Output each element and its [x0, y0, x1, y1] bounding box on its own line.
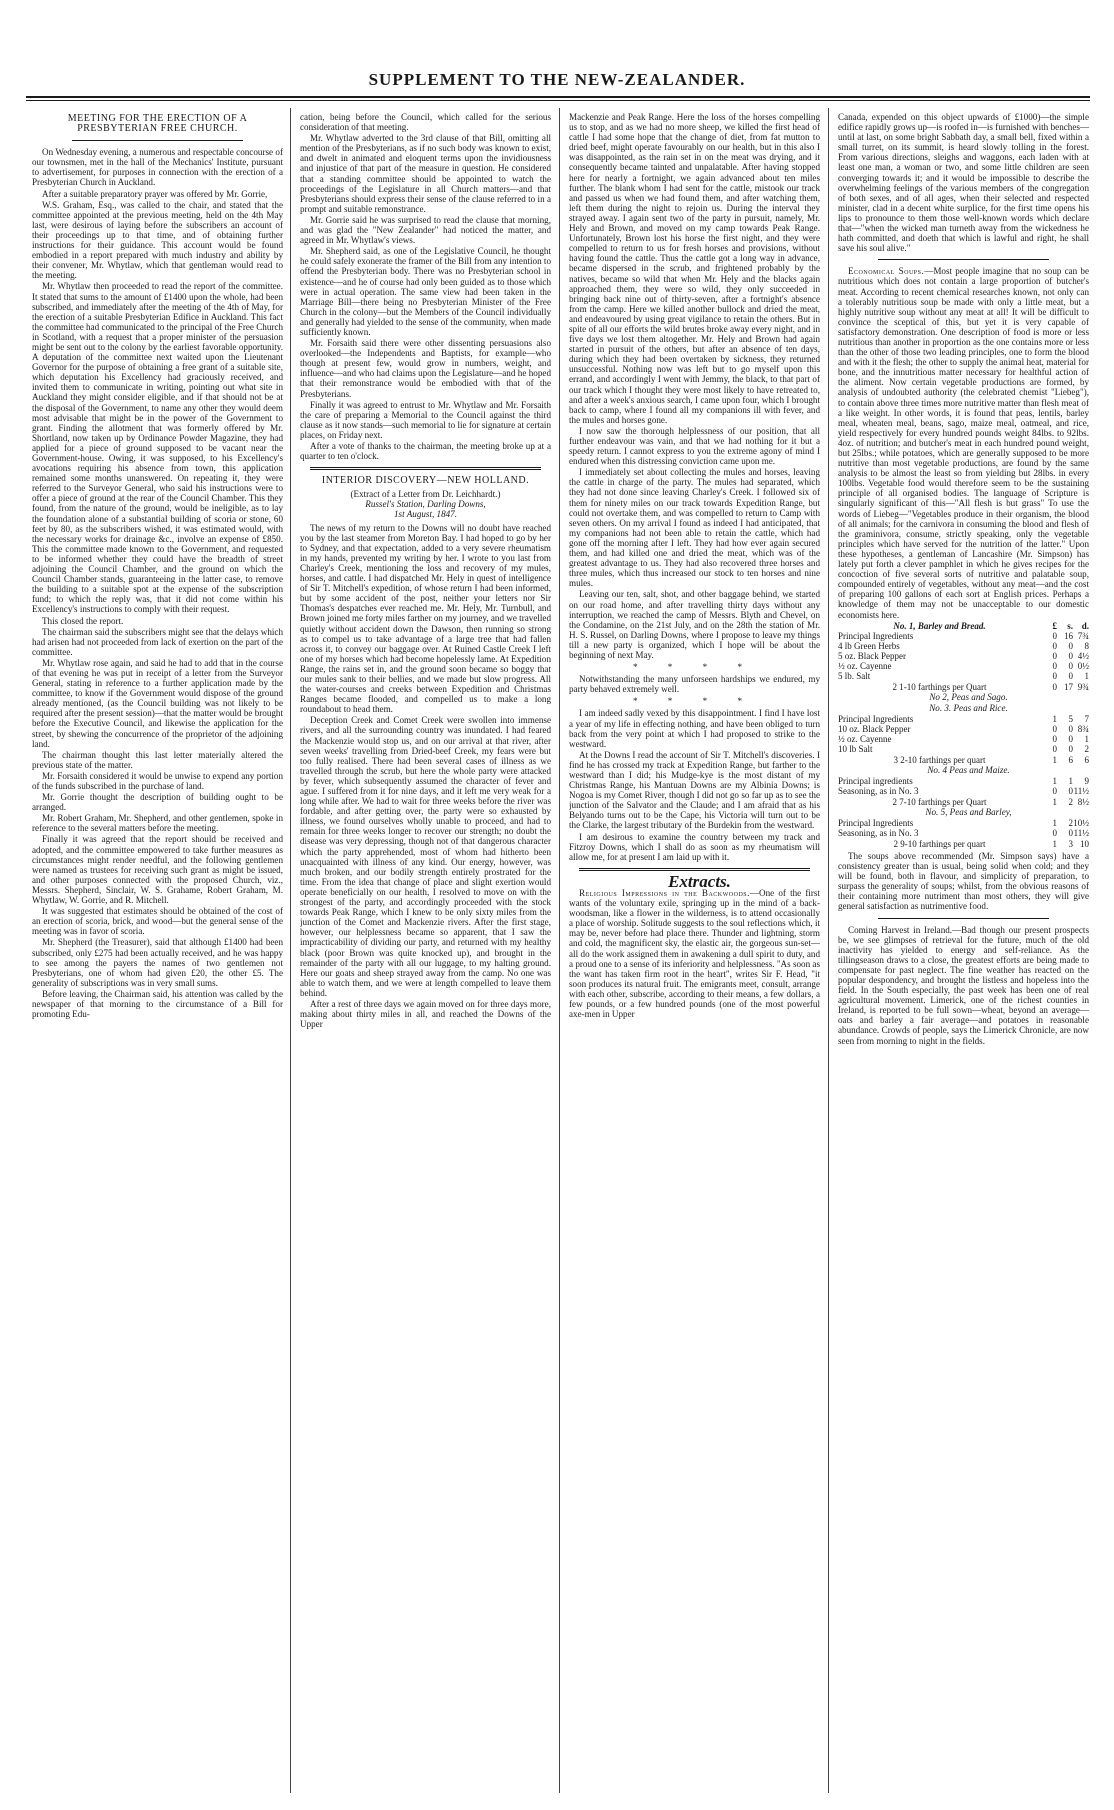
paragraph: Finally it was agreed that the report should be received and adopted, and the committee empowered to take further measures as circumstances might render needful, and the following gentlemen were named as trustees for receiving such grant as might be issued, and other purposes connected with the proposed Church, viz., Messrs. Shepherd, Sinclair, W. S. Grahame, Robert Graham, M. Whytlaw, W. Gorrie, and R. Mitchell.: [32, 834, 283, 906]
article-place: Russel's Station, Darling Downs,: [365, 499, 486, 510]
paragraph: After a rest of three days we again moved on for three days more, making about thirty miles in all, and reached the Downs of the Upper: [300, 998, 551, 1030]
paragraph: Deception Creek and Comet Creek were swollen into immense rivers, and all the surrounding country was inundated. I had feared the Mackenzie would stop us, and on our arrival at that river, after seven weeks' travelling from Dried-beef Creek, my fears were but too fully realised. There had been several cases of illness as we travelled through the scrub, but here the whole party were attacked by fever, which subsequently assumed the character of fever and ague. I suffered from it for nine days, and it left me very weak for a long while after. We had to wait for three weeks before the river was fordable, and after getting over, the party were so exhausted by illness, we found ourselves wholly unable to proceed, and had to remain for three weeks longer to recover our strength; no doubt the disease was very depressing, though not of that dangerous character which the party apprehended, most of whom had hitherto been unacquainted with illness of any kind. Our energy, however, was much broken, and our bodily strength entirely prostrated for the time. From the idea that change of place and slight exertion would operate beneficially on our health, I resolved to move on with the strongest of the party, and accordingly proceeded with the stock towards Peak Range, which I knew to be only sixty miles from the junction of the Comet and Mackenzie rivers. After the first stage, however, our helplessness became so apparent, that I saw the impracticability of dividing our party, and returned with my healthy black (poor Brown was quite knocked up), and brought in the remainder of the party with all our luggage, to my halting ground. Here our goats and sheep strayed away from the camp. No one was able to watch them, and we were at length compelled to leave them behind.: [300, 715, 551, 998]
table-row: Principal ingredients 1 1 9: [838, 775, 1089, 786]
column-4: [838, 112, 1089, 1792]
article-headline-meeting: MEETING FOR THE ERECTION OF A PRESBYTERIAN FREE CHURCH.: [67, 113, 248, 135]
column-divider-1: [290, 108, 291, 1793]
paragraph: The soups above recommended (Mr. Simpson says) have a consistency greater than is usual, being solid when cold; and they will be found, both in flavour, and simplicity of preparation, to surpass the generality of soups; whilst, from the obvious reasons of their containing more nutriment than most others, they will give general satisfaction as nutrimentive food.: [838, 850, 1089, 912]
table-row: Seasoning, as in No. 3 0 0 11½: [838, 785, 1089, 796]
recipe-title: No. 1, Barley and Bread.: [893, 620, 986, 631]
paragraph: This closed the report.: [42, 615, 124, 626]
paragraph: Mr. Gorrie said he was surprised to read the clause that morning, and was glad the "New Zealander" had noticed the matter, and agreed in Mr. Whytlaw's views.: [300, 214, 551, 246]
masthead-rule-thin: [26, 100, 1090, 101]
paragraph: Mackenzie and Peak Range. Here the loss of the horses compelling us to stop, and as we had no more sheep, we killed the first head of cattle I had some hope that the change of diet, from fat mutton to dried beef, might operate favourably on our health, but in this also I was disappointed, as the rain set in on the meat was drying, and it consequently became tainted and unpalatable. After having stopped here for nearly a fortnight, we again advanced about ten miles further. The blank whom I had sent for the cattle, mistook our track and passed us when we had found them, and after watching them, left them during the night to rejoin us. During the interval they strayed away. I again sent two of the party in pursuit, namely, Mr. Hely and Brown, and moved on my camp towards Peak Range. Unfortunately, Brown lost his horse the first night, and they were compelled to return to us for fresh horses and provisions, without having found the cattle. Thus the cattle got a long way in advance, became dispersed in the scrub, and frightened probably by the natives, became so wild that when Mr. Hely and the blacks again approached them, they were so wild, they only succeeded in bringing back nine out of thirty-seven, after a fortnight's absence from the camp. Here we killed another bullock and dried the meat, and endeavoured by using great vigilance to retain the others. But in spite of all our efforts the wild brutes broke away every night, and in five days we lost them altogether. Mr. Hely and Brown had again started in pursuit of the others, but after an absence of ten days, during which they had been overtaken by sickness, they returned unsuccessful. Nothing now was left but to go myself upon this errand, and accordingly I went with Jemmy, the black, to that part of our track which I thought they were most likely to have retreated to, and after a week's anxious search, I came upon four, which I brought back to camp, where I found all my companions ill with fever, and the mules and horses gone.: [569, 112, 820, 425]
paragraph: Mr. Forsaith said there were other dissenting persuasions also overlooked—the Independents and Baptists, for example—who though at present few, would grow in numbers, weight, and influence—and who had claims upon the Legislature—and he hoped that their remonstrance would be embodied with that of the Presbyterians.: [300, 338, 551, 399]
currency-pence: d.: [1081, 620, 1089, 631]
section-stars: * * * *: [632, 662, 756, 673]
masthead-title: SUPPLEMENT TO THE NEW-ZEALANDER.: [368, 70, 746, 89]
recipe-title: No. 3. Peas and Rice.: [929, 702, 1008, 713]
paragraph: The news of my return to the Downs will no doubt have reached you by the last steamer from Moreton Bay. I had hoped to go by her to Sydney, and that expectation, added to a very severe rheumatism in my hands, prevented my writing by her. I wrote to you last from Charley's Creek, mentioning the loss and recovery of my mules, horses, and cattle. I had dispatched Mr. Hely in quest of intelligence of Sir T. Mitchell's expedition, of whose return I had been informed, but by some accident of the post, neither your letters nor Sir Thomas's despatches ever reached me. Mr. Hely, Mr. Turnbull, and Brown joined me forty miles farther on my journey, and we travelled quietly without accident down the Dawson, then running so strong as to compel us to take advantage of a large tree that had fallen across it, to convey our baggage over. At Ruined Castle Creek I left one of my horses which had become hopelessly lame. At Expedition Range, the rains set in, and the ground soon became so boggy that our mules sank to their bellies, and we made but slow progress. All the water-courses and creeks between Expedition and Christmas Ranges became flooded, and compelled us to make a long roundabout to head them.: [300, 522, 551, 715]
paragraph: Canada, expended on this object upwards of £1000)—the simple edifice rapidly grows up—is roofed in—is furnished with benches—until at last, on some bright Sabbath day, a small bell, fixed within a small turret, on its summit, is heard slowly tolling in the forest. From various directions, sleighs and waggons, each laden with at least one man, a woman or two, and some little children are seen converging towards it; and it would be impossible to describe the overwhelming feelings of the various members of the congregation of both sexes, and of all ages, when their selected and respected minister, clad in a decent white surplice, for the first time opens his lips to pronounce to them those well-known words which declare that—"when the wicked man turneth away from the wickedness he hath committed, and doeth that which is lawful and right, he shall save his soul alive.": [838, 112, 1089, 254]
column-2: [300, 112, 551, 1792]
column-divider-2: [559, 108, 560, 1793]
table-row: 10 lb Salt 0 0 2: [838, 743, 1089, 754]
currency-pounds: £: [1052, 620, 1057, 631]
paragraph: The chairman said the subscribers might see that the delays which had arisen had not proceeded from lack of exertion on the part of the committee.: [32, 626, 283, 657]
paragraph: Mr. Forsaith considered it would be unwise to expend any portion of the funds subscribed in the purchase of land.: [32, 770, 283, 791]
table-total-row: 2 1-10 farthings per Quart 0 17 9¾: [892, 681, 1089, 692]
article-subheading: (Extract of a Letter from Dr. Leichhardt.): [350, 489, 501, 500]
paragraph: I am desirous to examine the country between my track and Fitzroy Downs, which I shall do as soon as my rheumatism will allow me, for at present I am laid up with it.: [569, 831, 820, 862]
article-divider: [310, 467, 541, 470]
paragraph: Notwithstanding the many unforseen hardships we endured, my party behaved extremely well.: [569, 674, 820, 695]
paragraph: [838, 266, 1089, 619]
table-row: Principal Ingredients 0 16 7¾: [838, 630, 1089, 641]
paragraph: I am indeed sadly vexed by this disappointment. I find I have lost a year of my life in effecting nothing, and have been obliged to turn back from the very point at which I had proposed to strike to the westward.: [569, 708, 820, 749]
paragraph: On Wednesday evening, a numerous and respectable concourse of our townsmen, met in the hall of the Mechanics' Institute, pursuant to advertisement, for purposes in connection with the erection of a Presbyterian Church in Auckland.: [32, 147, 283, 188]
paragraph: At the Downs I read the account of Sir T. Mitchell's discoveries. I find he has crossed my track at Expedition Range, but farther to the westward than I did; his Mudge-kye is the most distant of my Christmas Range, his Mantuan Downs are my Albinia Downs; is Nogoa is my Comet River, though I did not go so far up as to see the junction of the Salvator and the Claude; and I am afraid that as his Belyando turns out to be the Cape, his Victoria will turn out to be the Clarke, the largest tributary of the Burdekin from the westward.: [569, 749, 820, 831]
headline-rule: [72, 140, 243, 141]
recipe-title: No. 4 Peas and Maize.: [927, 764, 1010, 775]
article-divider: [878, 918, 1049, 919]
article-headline-interior-discovery: INTERIOR DISCOVERY—NEW HOLLAND.: [321, 475, 530, 487]
table-row: 4 lb Green Herbs 0 0 8: [838, 640, 1089, 651]
paragraph: Mr. Shepherd said, as one of the Legislative Council, he thought he could safely exonerate the framer of the Bill from any intention to offend the Presbyterian body. There was no Presbyterian school in existence—and he of course had only been guided as to those which were in actual operation. The same view had been taken in the Marriage Bill—there being no Presbyterian Minister of the Free Church in the colony—but the Members of the Council individually and generally had yielded to the sense of the community, when made sufficiently known.: [300, 246, 551, 337]
paragraph: Mr. Shepherd (the Treasurer), said that although £1400 had been subscribed, only £275 had been actually received, and he was happy to see among the payers the names of two gentlemen not Presbyterians, one of whom had given £20, the other £5. The generality of subscriptions was in very small sums.: [32, 937, 283, 988]
column-1: [32, 112, 283, 1792]
recipe-table-1: [838, 621, 1089, 692]
table-row: 5 lb. Salt 0 0 1: [838, 670, 1089, 681]
recipe-table-4: [838, 776, 1089, 807]
paragraph: W.S. Graham, Esq., was called to the chair, and stated that the committee appointed at the previous meeting, held on the 4th May last, were desirous of laying before the subscribers an account of their proceedings up to that time, and of obtaining further instructions for their guidance. This account would be found embodied in a report prepared with much industry and ability by their convener, Mr. Whytlaw, which that gentleman would read to the meeting.: [32, 199, 283, 281]
recipe-title: No 2, Peas and Sago.: [929, 691, 1008, 702]
extract-label: Religious Impressions in the Backwoods.: [579, 887, 750, 898]
soups-text: —Most people imagine that no soup can be nutritious which does not contain a large proportion of butcher's meat. According to recent chemical researches known, not only can a tolerably nutritious soup be made with only a little meat, but a highly nutritive soup without any meat at all! It will be difficult to convince the sceptical of this, but yet it is very capable of satisfactory demonstration. One description of food is more or less nutritious than another in proportion as the one contains more or less than the other of those two leading principles, one to form the blood and with it the flesh; the other to supply the animal heat, material for bone, and the innutritious matter necessary for healthful action of the aliment. Now certain vegetable productions are formed, by analysis of undoubted authority (the celebrated chemist "Liebeg"), to contain above three times more nutritive matter than flesh meat of a like weight. In other words, it is found that peas, lentils, barley meal, wheaten meal, beans, sago, maize meal, oatmeal, and rice, yield respectively for every hundred pounds weight 84lbs. to 92lbs. 4oz. of nutrition; and butcher's meat in each hundred pound weight, but 25lbs.; while potatoes, which are generally supposed to be more nutritive than most vegetable productions, are found by the same analysis to be almost the least so from yielding but 28lbs. in every 100lbs. Vegetable food would therefore seem to be the sustaining principle of all organised bodies. The language of Scripture is singularly significant of this—"All flesh is but grass" To use the words of Liebeg—"Vegetables produce in their organism, the blood of all animals; for the carnivora in consuming the blood and flesh of the graminivora, consume, strictly speaking, only the vegetable principles which have served for the nutrition of the latter." Upon these hypotheses, a gentleman of Lancashire (Mr. Simpson) has lately put forth a clever pamphlet in which he gives recipes for the concoction of five several sorts of nutritive and palatable soup, compounded entirely of vegetables, without any meat—and the cost of preparing 100 gallons of each sort at English prices. Perhaps a knowledge of them may not be unacceptable to our domestic economists here.: [838, 266, 1089, 620]
extract-text: —One of the first wants of the voluntary exile, springing up in the mind of a back-woodsman, like a flower in the wilderness, is to attend occasionally a place of worship. Solitude suggests to the soul reflections which, it may be, never before had place there. Thunder and lightning, storm and cold, the magnificent sky, the elastic air, the gorgeous sun-set—all do the work assigned them in awakening a dull spirit to duty, and a proud one to a sense of its inferiority and helplessness. "As soon as the want has taken firm root in the heart", writes Sir F. Head, "it soon produces its natural fruit. The emigrants meet, consult, arrange with each other, subscribe, according to their means, a few dollars, a few pounds, or a few hundred pounds (one of the most powerful axe-men in Upper: [569, 887, 820, 1020]
recipe-table-5: [838, 818, 1089, 849]
table-row: ½ oz. Cayenne 0 0 0½: [838, 660, 1089, 671]
paragraph: I now saw the thorough helplessness of our position, that all further endeavour was vain, and that we had nothing for it but a speedy return. I cannot express to you the extreme agony of mind I endured when this distressing conviction came upon me.: [569, 425, 820, 467]
paragraph: After a suitable preparatory prayer was offered by Mr. Gorrie,: [42, 188, 268, 199]
paragraph: Leaving our ten, salt, shot, and other baggage behind, we started on our road home, and after travelling thirty days without any interruption, we reached the camp of Messrs. Blyth and Chevel, on the Condamine, on the 21st July, and on the 28th the station of Mr. H. S. Russel, on Darling Downs, where I propose to leave my things till a new party is organized, which I hope will be about the beginning of next May.: [569, 589, 820, 660]
table-row: 5 oz. Black Pepper 0 0 4½: [838, 650, 1089, 661]
masthead-rule-thick: [26, 96, 1090, 98]
article-divider: [878, 259, 1049, 260]
recipe-table-3: [838, 714, 1089, 765]
table-total-row: 3 2-10 farthings per quart 1 6 6: [893, 754, 1089, 765]
paragraph: I immediately set about collecting the mules and horses, leaving the cattle in charge of the party. The mules had separated, which they had not done since leaving Charley's Creek. I followed six of them for ninety miles on our track towards Expedition Range, but could not overtake them, and was compelled to return to Camp with seven others. On my arrival I found as indeed I had anticipated, that my companions had not been able to retain the cattle, which had gone off the morning after I left. They had how ever again secured them, and had killed one and dried the meat, which was of the greatest advantage to us. They had also recovered three horses and three mules, which thus increased our stock to ten horses and nine mules.: [569, 467, 820, 589]
table-row: Seasoning, as in No. 3 0 0 11½: [838, 827, 1089, 838]
table-row: ½ oz. Cayenne 0 0 1: [838, 733, 1089, 744]
paragraph: Mr. Whytlaw rose again, and said he had to add that in the course of that evening he was put in receipt of a letter from the Surveyor General, stating in reference to a further application made by the committee, to know if the Government would dispose of the ground already mentioned, (as the Council building was not likely to be required after the present session)—that the matter would be brought before the Executive Council, and likewise the application for the street, by shewing the concurrence of the proprietor of the adjoining land.: [32, 657, 283, 749]
paragraph: Mr. Gorrie thought the description of building ought to be arranged.: [32, 792, 283, 813]
extracts-heading: Extracts.: [668, 871, 731, 891]
paragraph: cation, being before the Council, which called for the serious consideration of that meeting.: [300, 112, 551, 133]
paragraph: After a vote of thanks to the chairman, the meeting broke up at a quarter to ten o'clock.: [300, 441, 551, 462]
article-date: 1st August, 1847.: [394, 509, 457, 520]
table-row: 10 oz. Black Pepper 0 0 8¾: [838, 723, 1089, 734]
column-divider-3: [828, 108, 829, 1793]
paragraph: Before leaving, the Chairman said, his attention was called by the newspaper of that morning to the circumstance of a Bill for promoting Edu-: [32, 988, 283, 1020]
paragraph: Mr. Robert Graham, Mr. Shepherd, and other gentlemen, spoke in reference to the several matters before the meeting.: [32, 813, 283, 834]
paragraph: The chairman thought this last letter materially altered the previous state of the matter.: [32, 749, 283, 770]
soups-label: Economical Soups.: [848, 266, 925, 277]
table-total-row: 2 9-10 farthings per quart 1 3 10: [893, 838, 1089, 849]
column-3: [569, 112, 820, 1792]
paragraph: Coming Harvest in Ireland.—Bad though our present prospects be, we see glimpses of retrieval for the future, much of the old inactivity has yielded to energy and self-reliance. As the tillingseason draws to a close, the greatest efforts are being made to compensate for past neglect. The fine weather has reacted on the popular despondency, and brought the listless and hopeless into the field. In the South especially, the past week has been one of real agricultural movement. Limerick, one of the richest counties in Ireland, is reported to be full sown—wheat, beyond an average—oats and barley a fair average—and potatoes in reasonable abundance. Crowds of people, says the Limerick Chronicle, are now seen from morning to night in the fields.: [838, 924, 1089, 1046]
section-stars: * * * *: [632, 696, 756, 707]
currency-shillings: s.: [1067, 620, 1073, 631]
paragraph: [569, 888, 820, 1019]
paragraph: Finally it was agreed to entrust to Mr. Whytlaw and Mr. Forsaith the care of preparing a Memorial to the Council against the third clause as it now stands—such memorial to lie for signature at certain places, on Friday next.: [300, 399, 551, 440]
table-total-row: 2 7-10 farthings per Quart 1 2 8½: [892, 796, 1089, 807]
paragraph: Mr. Whytlaw then proceeded to read the report of the committee. It stated that sums to the amount of £1400 upon the whole, had been subscribed, and immediately after the meeting of the 4th of May, for the erection of a suitable Presbyterian Edifice in Auckland. This fact the committee had communicated to the principal of the Free Church in Scotland, with a request that a proper minister of the persuasion might be sent out to the colony by the earliest favorable opportunity. A deputation of the committee next waited upon the Lieutenant Governor for the purpose of obtaining a free grant of a suitable site, which deputation his Excellency had graciously received, and invited them to communicate in writing, pointing out what site in Auckland they might consider eligible, and if that should not be at the disposal of the Government, to name any other they would deem most advisable that might be in the power of the Government to grant. Finding the allotment that was formerly offered by Mr. Shortland, now taken up by Ordinance Powder Magazine, they had applied for a piece of ground supposed to be vacant near the Government-house. Owing, it was supposed, to his Excellency's avocations requiring his absence from town, this application remained some months unanswered. On repeating it, they were referred to the Surveyor General, who said his instructions were to offer a piece of ground at the rear of the Council Chamber. This they found, from the nature of the ground, would be ineligible, as to lay the foundation alone of a substantial building of scoria or stone, 60 feet by 80, as the subscribers wished, it was estimated would, with the necessary works for drainage &c., involve an expense of £850. This the committee made known to the Government, and requested to be informed whether they could have the breadth of street adjoining the Council Chamber, and the ground on which the Council Chamber stands, guaranteeing in the latter case, to remove the building to a suitable spot at the expense of the subscription fund; to which the reply was, that it did not come within his Excellency's instructions to comply with their request.: [32, 281, 283, 615]
recipe-title: No. 5, Peas and Barley,: [925, 806, 1012, 817]
table-row: Principal Ingredients 1 2 10½: [838, 817, 1089, 828]
paragraph: Mr. Whytlaw adverted to the 3rd clause of that Bill, omitting all mention of the Presbyterians, as if no such body was known to exist, and dwelt in animated and eloquent terms upon the invidiousness and injustice of that part of the measure in question. He considered that a standing committee should be appointed to watch the proceedings of the Legislature in all Church matters—and that Presbyterians should express their sense of the clause referred to in a prompt and suitable remonstrance.: [300, 133, 551, 214]
article-divider: [579, 868, 810, 871]
table-row: Principal Ingredients 1 5 7: [838, 713, 1089, 724]
paragraph: It was suggested that estimates should be obtained of the cost of an erection of scoria, brick, and wood—but the general sense of the meeting was in favor of scoria.: [32, 906, 283, 937]
